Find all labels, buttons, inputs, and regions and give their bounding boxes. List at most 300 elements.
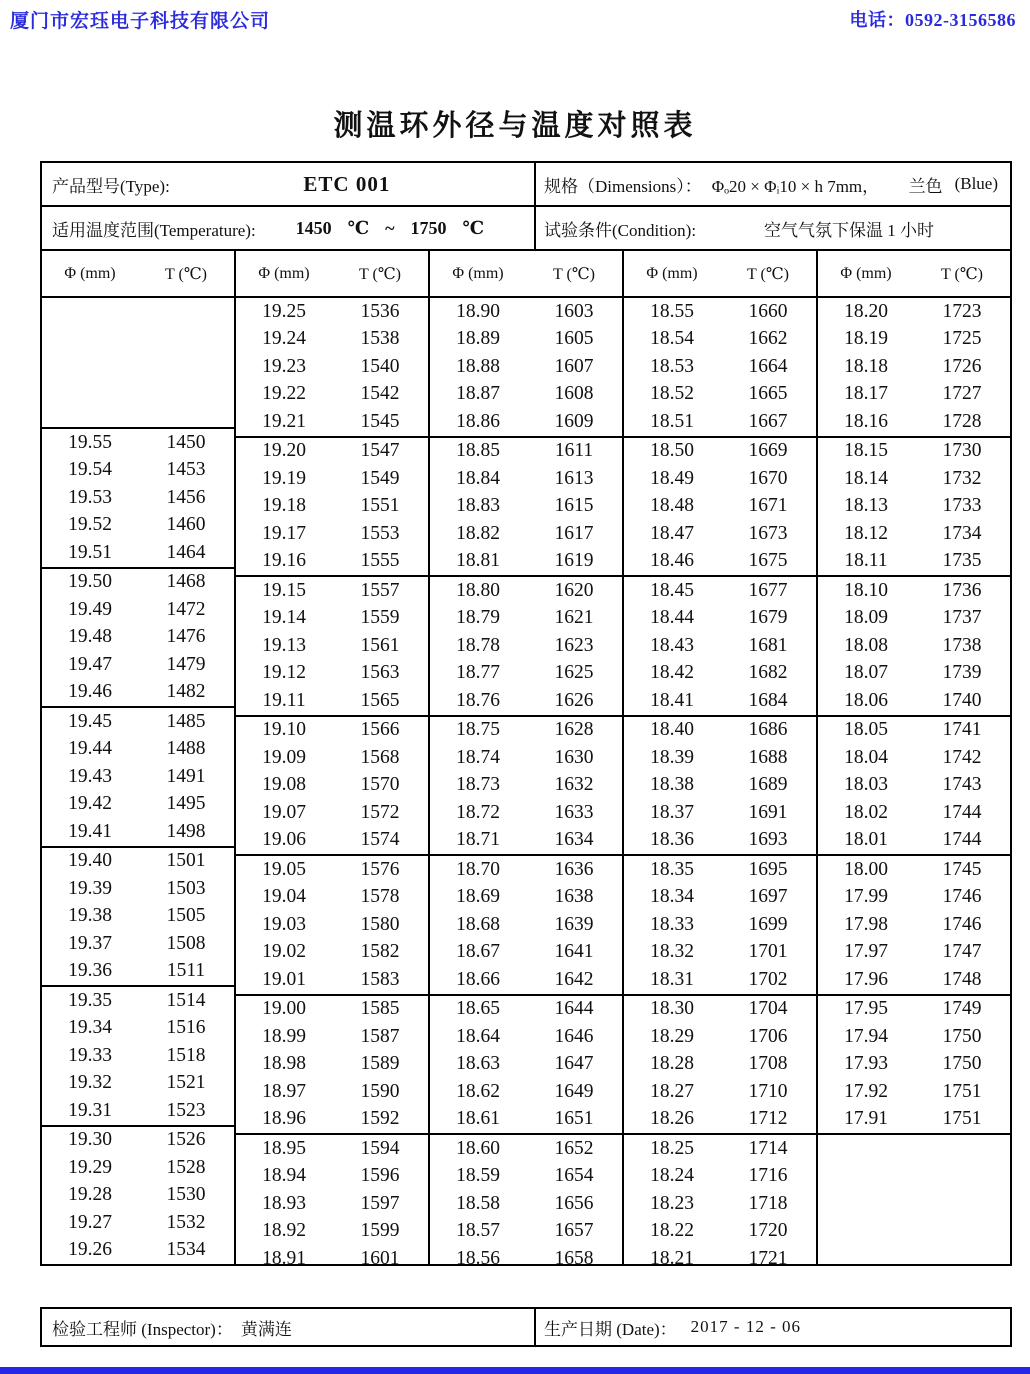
table-column: [818, 251, 1010, 1264]
t-value: 1733: [942, 495, 982, 517]
table-group: [430, 996, 622, 1136]
phi-value: 18.84: [456, 467, 500, 489]
table-row: [624, 577, 816, 605]
phi-value: 17.93: [844, 1053, 888, 1075]
t-value: 1534: [166, 1239, 206, 1261]
table-row: [818, 353, 1010, 381]
t-value: 1570: [360, 774, 400, 796]
table-group: [624, 577, 816, 717]
phi-value: 18.70: [456, 858, 500, 880]
phi-value: 19.14: [262, 607, 306, 629]
phi-value: 18.25: [650, 1137, 694, 1159]
t-value: 1587: [360, 1025, 400, 1047]
phi-value: 18.72: [456, 801, 500, 823]
phi-value: 19.07: [262, 801, 306, 823]
phi-value: 19.35: [68, 989, 112, 1011]
t-value: 1716: [748, 1165, 788, 1187]
date-label: 生产日期 (Date)：: [544, 1319, 677, 1339]
table-row: [818, 660, 1010, 688]
table-row: [236, 493, 428, 521]
table-row: [236, 1163, 428, 1191]
phi-value: 18.55: [650, 300, 694, 322]
table-row: [430, 408, 622, 436]
phi-value: 17.98: [844, 913, 888, 935]
t-value: 1555: [360, 550, 400, 572]
table-row: [430, 326, 622, 354]
t-value: 1505: [166, 905, 206, 927]
table-row: [818, 856, 1010, 884]
info-row-type-dimensions: [42, 163, 1010, 207]
t-value: 1684: [748, 689, 788, 711]
phi-value: 18.00: [844, 858, 888, 880]
phi-value: 18.86: [456, 410, 500, 432]
color-name-en: (Blue): [954, 174, 998, 193]
table-row: [236, 799, 428, 827]
phi-value: 18.39: [650, 746, 694, 768]
t-header: T (℃): [940, 265, 984, 283]
phi-header: Φ (mm): [452, 264, 504, 282]
phi-value: 19.49: [68, 598, 112, 620]
t-value: 1746: [942, 913, 982, 935]
table-group: [624, 856, 816, 996]
phi-value: 18.92: [262, 1220, 306, 1242]
t-value: 1563: [360, 662, 400, 684]
table-row: [236, 1078, 428, 1106]
phone-number: 0592-3156586: [905, 10, 1016, 30]
phi-value: 19.17: [262, 522, 306, 544]
phi-value: 19.06: [262, 829, 306, 851]
page-header: [0, 6, 1030, 33]
table-row: [42, 1237, 234, 1265]
table-group: [236, 996, 428, 1136]
t-value: 1590: [360, 1080, 400, 1102]
phi-value: 18.64: [456, 1025, 500, 1047]
t-value: 1551: [360, 495, 400, 517]
phi-value: 19.28: [68, 1184, 112, 1206]
t-value: 1601: [360, 1247, 400, 1269]
table-row: [42, 1070, 234, 1098]
t-value: 1695: [748, 858, 788, 880]
table-row: [818, 605, 1010, 633]
t-value: 1528: [166, 1156, 206, 1178]
type-value: ETC 001: [303, 171, 391, 196]
phi-value: 18.98: [262, 1053, 306, 1075]
table-row: [818, 1051, 1010, 1079]
t-value: 1482: [166, 681, 206, 703]
table-row: [430, 353, 622, 381]
table-group: [236, 298, 428, 438]
t-value: 1660: [748, 300, 788, 322]
table-row: [430, 493, 622, 521]
table-row: [42, 1127, 234, 1155]
table-row: [818, 408, 1010, 436]
table-column: [42, 251, 236, 1264]
table-row: [430, 438, 622, 466]
t-value: 1599: [360, 1220, 400, 1242]
column-header: [430, 251, 622, 298]
table-row: [818, 548, 1010, 576]
t-value: 1670: [748, 467, 788, 489]
column-header: [236, 251, 428, 298]
t-value: 1553: [360, 522, 400, 544]
phi-value: 18.21: [650, 1247, 694, 1269]
temp-tilde: ~: [385, 217, 395, 238]
t-value: 1712: [748, 1108, 788, 1130]
t-value: 1747: [942, 941, 982, 963]
temperature-cell: [42, 207, 536, 249]
table-row: [42, 763, 234, 791]
phi-value: 19.32: [68, 1072, 112, 1094]
phi-value: 18.91: [262, 1247, 306, 1269]
t-value: 1744: [942, 801, 982, 823]
table-row: [818, 326, 1010, 354]
t-value: 1485: [166, 710, 206, 732]
t-value: 1582: [360, 941, 400, 963]
phi-value: 18.77: [456, 662, 500, 684]
phi-value: 19.31: [68, 1099, 112, 1121]
t-value: 1594: [360, 1137, 400, 1159]
t-value: 1511: [166, 960, 206, 982]
t-value: 1649: [554, 1080, 594, 1102]
t-value: 1742: [942, 746, 982, 768]
table-row: [624, 1135, 816, 1163]
phi-value: 18.27: [650, 1080, 694, 1102]
table-row: [430, 1106, 622, 1134]
t-value: 1574: [360, 829, 400, 851]
phi-value: 19.38: [68, 905, 112, 927]
table-row: [818, 577, 1010, 605]
t-value: 1580: [360, 913, 400, 935]
table-row: [624, 326, 816, 354]
temperature-range: [256, 218, 524, 239]
table-row: [818, 744, 1010, 772]
dimensions-label: 规格（Dimensions）：: [544, 176, 702, 196]
t-value: 1704: [748, 998, 788, 1020]
phi-value: 18.12: [844, 522, 888, 544]
phi-value: 18.59: [456, 1165, 500, 1187]
t-value: 1662: [748, 328, 788, 350]
t-value: 1642: [554, 968, 594, 990]
table-row: [236, 1106, 428, 1134]
table-row: [236, 326, 428, 354]
column-header: [42, 251, 234, 298]
t-value: 1682: [748, 662, 788, 684]
phi-value: 18.10: [844, 579, 888, 601]
phi-value: 18.78: [456, 634, 500, 656]
t-value: 1744: [942, 829, 982, 851]
phi-value: 18.75: [456, 719, 500, 741]
t-value: 1654: [554, 1165, 594, 1187]
phi-value: 19.53: [68, 486, 112, 508]
phi-value: 18.36: [650, 829, 694, 851]
t-value: 1568: [360, 746, 400, 768]
t-value: 1542: [360, 383, 400, 405]
table-row: [236, 856, 428, 884]
table-row: [430, 856, 622, 884]
color-name-cn: 兰色: [908, 176, 943, 196]
t-value: 1710: [748, 1080, 788, 1102]
table-group: [818, 298, 1010, 438]
t-value: 1572: [360, 801, 400, 823]
phi-value: 18.18: [844, 355, 888, 377]
t-value: 1735: [942, 550, 982, 572]
data-table: [40, 249, 1012, 1269]
phi-header: Φ (mm): [258, 264, 310, 282]
t-value: 1609: [554, 410, 594, 432]
phi-value: 18.96: [262, 1108, 306, 1130]
condition-value: 空气气氛下保温 1 小时: [764, 220, 935, 240]
table-row: [42, 624, 234, 652]
column-header: [624, 251, 816, 298]
phi-value: 19.05: [262, 858, 306, 880]
t-value: 1739: [942, 662, 982, 684]
phi-value: 19.01: [262, 968, 306, 990]
phi-value: 19.27: [68, 1211, 112, 1233]
t-value: 1615: [554, 495, 594, 517]
table-row: [430, 1051, 622, 1079]
t-value: 1730: [942, 440, 982, 462]
table-group: [42, 708, 234, 848]
t-value: 1538: [360, 328, 400, 350]
table-row: [624, 996, 816, 1024]
phi-value: 19.45: [68, 710, 112, 732]
table-row: [42, 1097, 234, 1125]
phi-value: 18.40: [650, 719, 694, 741]
t-value: 1545: [360, 410, 400, 432]
t-value: 1516: [166, 1017, 206, 1039]
phi-value: 18.53: [650, 355, 694, 377]
phi-value: 18.38: [650, 774, 694, 796]
phi-value: 18.73: [456, 774, 500, 796]
phi-value: 19.40: [68, 850, 112, 872]
table-row: [624, 911, 816, 939]
t-value: 1639: [554, 913, 594, 935]
table-row: [430, 465, 622, 493]
t-value: 1508: [166, 932, 206, 954]
table-row: [430, 744, 622, 772]
t-value: 1734: [942, 522, 982, 544]
table-row: [624, 687, 816, 715]
table-row: [42, 930, 234, 958]
phi-value: 18.94: [262, 1165, 306, 1187]
phi-value: 18.85: [456, 440, 500, 462]
t-value: 1464: [166, 541, 206, 563]
phi-value: 18.31: [650, 968, 694, 990]
phi-value: 18.32: [650, 941, 694, 963]
t-value: 1617: [554, 522, 594, 544]
table-row: [430, 827, 622, 855]
phi-value: 18.52: [650, 383, 694, 405]
phi-value: 19.52: [68, 514, 112, 536]
table-row: [624, 1051, 816, 1079]
phi-value: 18.76: [456, 689, 500, 711]
t-value: 1514: [166, 989, 206, 1011]
phi-value: 19.12: [262, 662, 306, 684]
phi-value: 18.47: [650, 522, 694, 544]
t-header: T (℃): [358, 265, 402, 283]
t-value: 1503: [166, 877, 206, 899]
date-cell: [536, 1309, 1010, 1345]
t-value: 1561: [360, 634, 400, 656]
phi-value: 19.26: [68, 1239, 112, 1261]
table-row: [624, 605, 816, 633]
t-value: 1644: [554, 998, 594, 1020]
column-header: [818, 251, 1010, 298]
page-title: 测温环外径与温度对照表: [333, 110, 697, 142]
table-row: [624, 799, 816, 827]
phi-value: 18.06: [844, 689, 888, 711]
t-value: 1723: [942, 300, 982, 322]
phi-value: 17.94: [844, 1025, 888, 1047]
table-group: [236, 856, 428, 996]
company-name: 厦门市宏珏电子科技有限公司: [10, 11, 271, 32]
phi-value: 18.97: [262, 1080, 306, 1102]
t-value: 1450: [166, 431, 206, 453]
t-value: 1641: [554, 941, 594, 963]
table-row: [236, 632, 428, 660]
table-row: [42, 818, 234, 846]
table-row: [430, 660, 622, 688]
table-row: [236, 939, 428, 967]
t-value: 1691: [748, 801, 788, 823]
table-group: [236, 1135, 428, 1273]
phi-value: 17.91: [844, 1108, 888, 1130]
phi-value: 19.02: [262, 941, 306, 963]
t-value: 1620: [554, 579, 594, 601]
phi-value: 19.11: [262, 689, 306, 711]
phi-value: 18.46: [650, 550, 694, 572]
phi-value: 18.80: [456, 579, 500, 601]
t-value: 1647: [554, 1053, 594, 1075]
phi-value: 18.56: [456, 1247, 500, 1269]
table-row: [430, 687, 622, 715]
table-row: [624, 1106, 816, 1134]
phi-value: 18.07: [844, 662, 888, 684]
phi-value: 18.71: [456, 829, 500, 851]
phi-value: 19.08: [262, 774, 306, 796]
table-row: [624, 438, 816, 466]
table-row: [818, 996, 1010, 1024]
table-row: [430, 548, 622, 576]
t-value: 1495: [166, 793, 206, 815]
t-value: 1697: [748, 886, 788, 908]
phi-value: 19.22: [262, 383, 306, 405]
phi-value: 19.30: [68, 1129, 112, 1151]
t-value: 1751: [942, 1108, 982, 1130]
t-value: 1628: [554, 719, 594, 741]
t-value: 1621: [554, 607, 594, 629]
table-row: [42, 848, 234, 876]
phi-value: 18.82: [456, 522, 500, 544]
phi-value: 18.13: [844, 495, 888, 517]
phi-value: 18.60: [456, 1137, 500, 1159]
phi-value: 18.22: [650, 1220, 694, 1242]
table-row: [236, 911, 428, 939]
condition-cell: [536, 207, 1010, 249]
phi-value: 18.49: [650, 467, 694, 489]
table-row: [430, 996, 622, 1024]
table-row: [624, 520, 816, 548]
table-row: [236, 520, 428, 548]
temp-max: 1750: [410, 217, 447, 238]
phi-value: 17.97: [844, 941, 888, 963]
phi-value: 19.51: [68, 541, 112, 563]
table-row: [818, 772, 1010, 800]
phi-value: 18.05: [844, 719, 888, 741]
t-value: 1740: [942, 689, 982, 711]
phi-value: 19.23: [262, 355, 306, 377]
phi-value: 18.48: [650, 495, 694, 517]
table-row: [42, 791, 234, 819]
t-value: 1664: [748, 355, 788, 377]
table-row: [624, 966, 816, 994]
table-row: [624, 493, 816, 521]
table-row: [236, 353, 428, 381]
table-group: [430, 298, 622, 438]
table-row: [42, 596, 234, 624]
t-value: 1498: [166, 820, 206, 842]
phi-value: 19.13: [262, 634, 306, 656]
table-group: [42, 1127, 234, 1265]
phi-value: 18.58: [456, 1192, 500, 1214]
phi-value: 18.95: [262, 1137, 306, 1159]
phi-value: 19.18: [262, 495, 306, 517]
t-value: 1693: [748, 829, 788, 851]
t-value: 1652: [554, 1137, 594, 1159]
table-row: [818, 438, 1010, 466]
phi-value: 18.66: [456, 968, 500, 990]
phone: [850, 6, 1017, 33]
phi-value: 18.23: [650, 1192, 694, 1214]
t-value: 1578: [360, 886, 400, 908]
table-row: [430, 884, 622, 912]
table-row: [818, 687, 1010, 715]
table-row: [624, 1078, 816, 1106]
t-value: 1597: [360, 1192, 400, 1214]
t-value: 1689: [748, 774, 788, 796]
t-value: 1453: [166, 459, 206, 481]
phi-value: 19.36: [68, 960, 112, 982]
table-row: [818, 1023, 1010, 1051]
inspector-name: 黄满连: [240, 1319, 292, 1339]
table-row: [624, 353, 816, 381]
phi-value: 19.41: [68, 820, 112, 842]
table-row: [624, 717, 816, 745]
phi-header: Φ (mm): [646, 264, 698, 282]
table-group: [818, 577, 1010, 717]
phi-value: 18.67: [456, 941, 500, 963]
t-value: 1576: [360, 858, 400, 880]
phi-value: 18.34: [650, 886, 694, 908]
phi-value: 18.11: [844, 550, 888, 572]
table-group: [430, 1135, 622, 1273]
t-value: 1611: [554, 440, 594, 462]
phi-value: 19.43: [68, 765, 112, 787]
t-header: T (℃): [164, 265, 208, 283]
t-value: 1501: [166, 850, 206, 872]
table-row: [818, 1106, 1010, 1134]
table-row: [430, 939, 622, 967]
t-value: 1476: [166, 626, 206, 648]
t-value: 1613: [554, 467, 594, 489]
table-row: [236, 717, 428, 745]
t-value: 1741: [942, 719, 982, 741]
phi-value: 18.08: [844, 634, 888, 656]
t-value: 1557: [360, 579, 400, 601]
table-row: [42, 987, 234, 1015]
table-row: [42, 1154, 234, 1182]
phi-value: 18.44: [650, 607, 694, 629]
